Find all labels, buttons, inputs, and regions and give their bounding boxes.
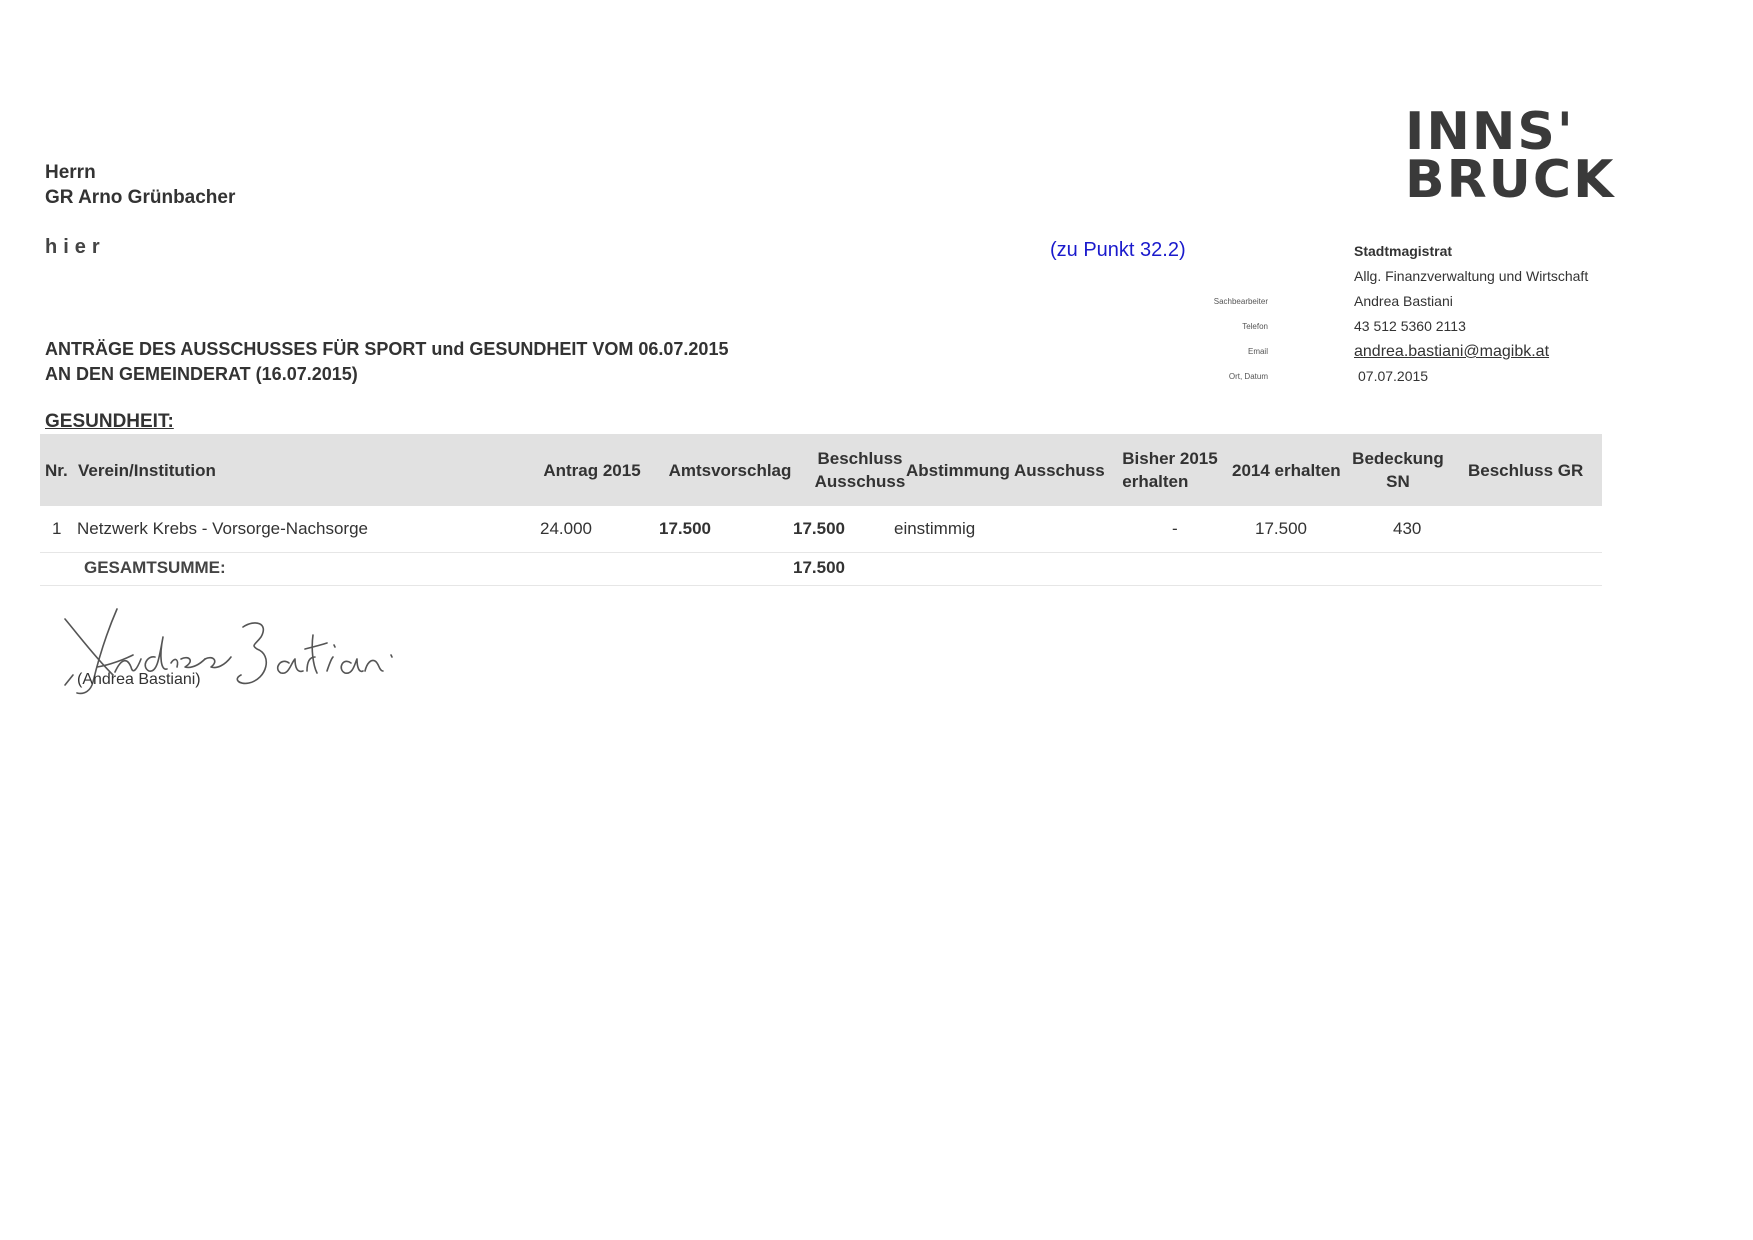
row-2014-erhalten: 17.500 — [1255, 519, 1307, 538]
row-abstimmung: einstimmig — [894, 519, 976, 538]
sender-block — [1100, 243, 1620, 393]
col-antrag: Antrag 2015 — [543, 460, 641, 480]
section-title: GESUNDHEIT: — [45, 411, 174, 432]
row-divider — [40, 552, 1602, 553]
row-beschluss: 17.500 — [793, 519, 845, 538]
innsbruck-logo — [1405, 102, 1616, 210]
col-2014-erhalten: 2014 erhalten — [1232, 460, 1341, 480]
total-value: 17.500 — [793, 558, 845, 577]
officer-label: Sachbearbeiter — [1213, 297, 1268, 306]
heading-line-2: AN DEN GEMEINDERAT (16.07.2015) — [45, 364, 358, 384]
recipient-name: GR Arno Grünbacher — [45, 187, 236, 208]
col-bisher-line1: Bisher 2015 — [1122, 449, 1218, 468]
row-nr: 1 — [52, 519, 62, 538]
col-nr: Nr. — [45, 460, 68, 480]
heading-line-1: ANTRÄGE DES AUSSCHUSSES FÜR SPORT und GESUNDHEIT VOM 06.07.2015 — [45, 339, 729, 359]
row-antrag: 24.000 — [540, 519, 592, 538]
email-label: Email — [1247, 347, 1268, 356]
col-bedeckung-line2: SN — [1386, 472, 1410, 491]
sender-department: Allg. Finanzverwaltung und Wirtschaft — [1354, 268, 1589, 284]
col-beschluss-line2: Ausschuss — [814, 472, 906, 491]
row-bedeckung: 430 — [1393, 519, 1422, 538]
officer-name: Andrea Bastiani — [1354, 293, 1453, 309]
email-link[interactable]: andrea.bastiani@magibk.at — [1354, 343, 1550, 360]
row-amtsvorschlag: 17.500 — [659, 519, 711, 538]
logo-line-2: BRUCK — [1405, 150, 1616, 210]
agenda-reference: (zu Punkt 32.2) — [1050, 239, 1186, 261]
row-verein: Netzwerk Krebs - Vorsorge-Nachsorge — [77, 519, 369, 538]
phone-label: Telefon — [1242, 322, 1268, 331]
col-verein: Verein/Institution — [78, 460, 216, 480]
row-bisher: - — [1172, 519, 1178, 538]
col-bisher-line2: erhalten — [1122, 472, 1189, 491]
col-bedeckung — [1348, 434, 1448, 506]
sender-org: Stadtmagistrat — [1354, 243, 1453, 259]
recipient-address — [45, 160, 235, 210]
signatory-name: (Andrea Bastiani) — [77, 671, 201, 688]
logo-line-1: INNS' — [1405, 102, 1575, 162]
col-beschluss-gr: Beschluss GR — [1468, 460, 1584, 480]
phone-number: 43 512 5360 2113 — [1354, 318, 1466, 334]
total-divider — [40, 585, 1602, 586]
recipient-salutation: Herrn — [45, 162, 96, 183]
table-header — [40, 434, 1602, 506]
total-label: GESAMTSUMME: — [84, 558, 226, 577]
col-abstimmung: Abstimmung Ausschuss — [906, 460, 1105, 480]
date-label: Ort, Datum — [1228, 372, 1268, 381]
location-text: hier — [45, 236, 106, 258]
col-beschluss-line1: Beschluss — [817, 449, 903, 468]
col-bedeckung-line1: Bedeckung — [1352, 449, 1444, 468]
document-heading — [45, 337, 728, 387]
col-amtsvorschlag: Amtsvorschlag — [668, 460, 792, 480]
col-bisher — [1120, 434, 1220, 506]
document-date: 07.07.2015 — [1358, 368, 1429, 384]
